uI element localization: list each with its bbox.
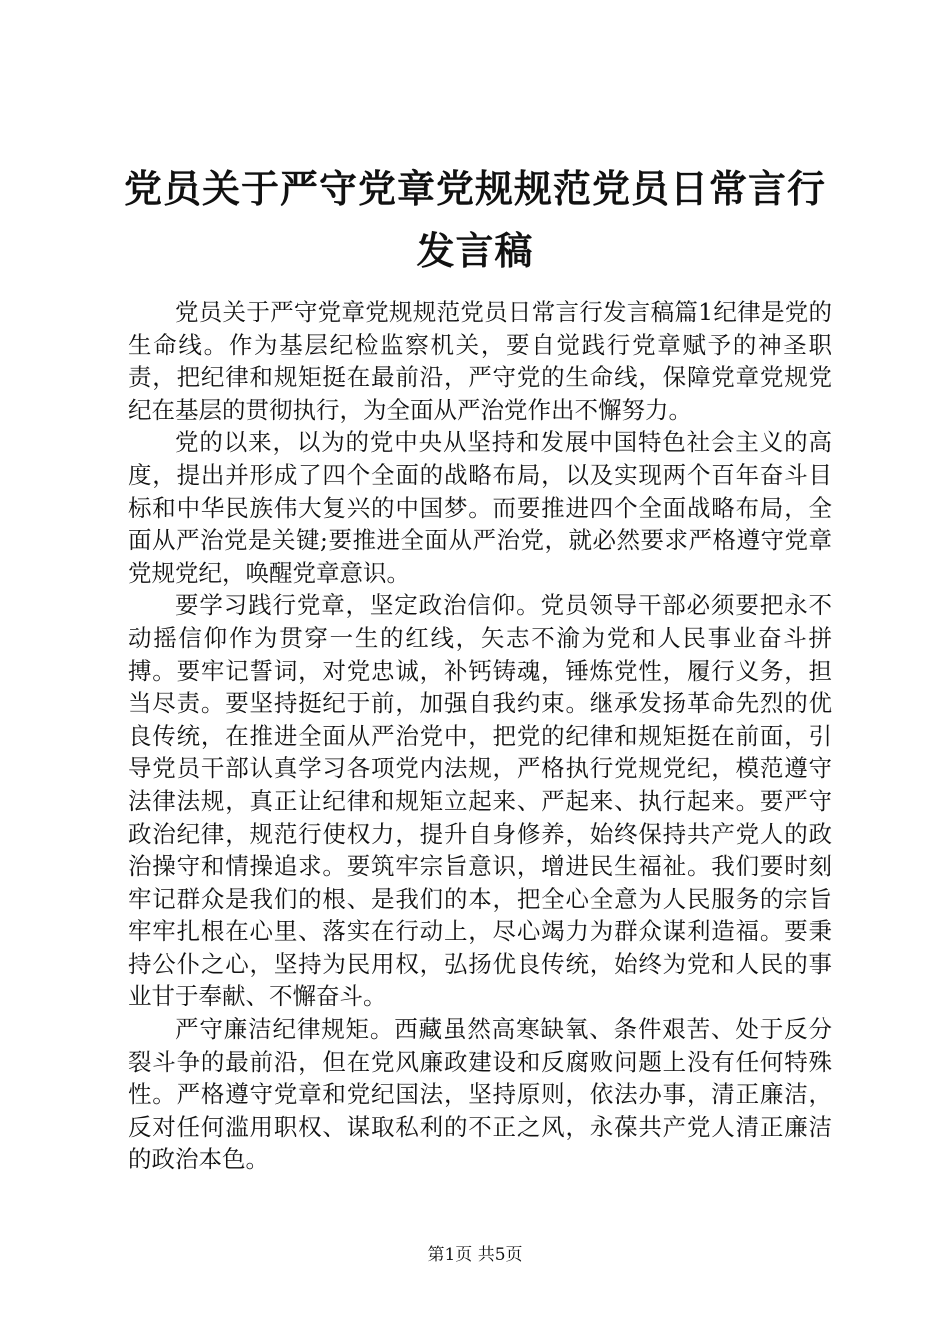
- document-title: 党员关于严守党章党规规范党员日常言行发言稿: [123, 166, 826, 273]
- paragraph-4: 严守廉洁纪律规矩。西藏虽然高寒缺氧、条件艰苦、处于反分裂斗争的最前沿，但在党风廉政建设和反腐败问题上没有任何特殊性。严格遵守党章和党纪国法，坚持原则，依法办事，清正廉洁，反对任何滥用职权、谋取私利的不正之风，永葆共产党人清正廉洁的政治本色。: [128, 1015, 832, 1174]
- paragraph-3: 要学习践行党章，坚定政治信仰。党员领导干部必须要把永不动摇信仰作为贯穿一生的红线，矢志不渝为党和人民事业奋斗拼搏。要牢记誓词，对党忠诚，补钙铸魂，锤炼党性，履行义务，担当尽责。要坚持挺纪于前，加强自我约束。继承发扬革命先烈的优良传统，在推进全面从严治党中，把党的纪律和规矩挺在前面，引导党员干部认真学习各项党内法规，严格执行党规党纪，模范遵守法律法规，真正让纪律和规矩立起来、严起来、执行起来。要严守政治纪律，规范行使权力，提升自身修养，始终保持共产党人的政治操守和情操追求。要筑牢宗旨意识，增进民生福祉。我们要时刻牢记群众是我们的根、是我们的本，把全心全意为人民服务的宗旨牢牢扎根在心里、落实在行动上，尽心竭力为群众谋利造福。要秉持公仆之心，坚持为民用权，弘扬优良传统，始终为党和人民的事业甘于奉献、不懈奋斗。: [128, 591, 832, 1011]
- paragraph-1: 党员关于严守党章党规规范党员日常言行发言稿篇1纪律是党的生命线。作为基层纪检监察机关，要自觉践行党章赋予的神圣职责，把纪律和规矩挺在最前沿，严守党的生命线，保障党章党规党纪在基层的贯彻执行，为全面从严治党作出不懈努力。: [128, 298, 832, 424]
- document-body: [128, 296, 832, 1176]
- page-footer: 第1页 共5页: [427, 1245, 523, 1265]
- paragraph-2: 党的以来，以为的党中央从坚持和发展中国特色社会主义的高度，提出并形成了四个全面的战略布局，以及实现两个百年奋斗目标和中华民族伟大复兴的中国梦。而要推进四个全面战略布局，全面从严治党是关键;要推进全面从严治党，就必然要求严格遵守党章党规党纪，唤醒党章意识。: [128, 428, 832, 587]
